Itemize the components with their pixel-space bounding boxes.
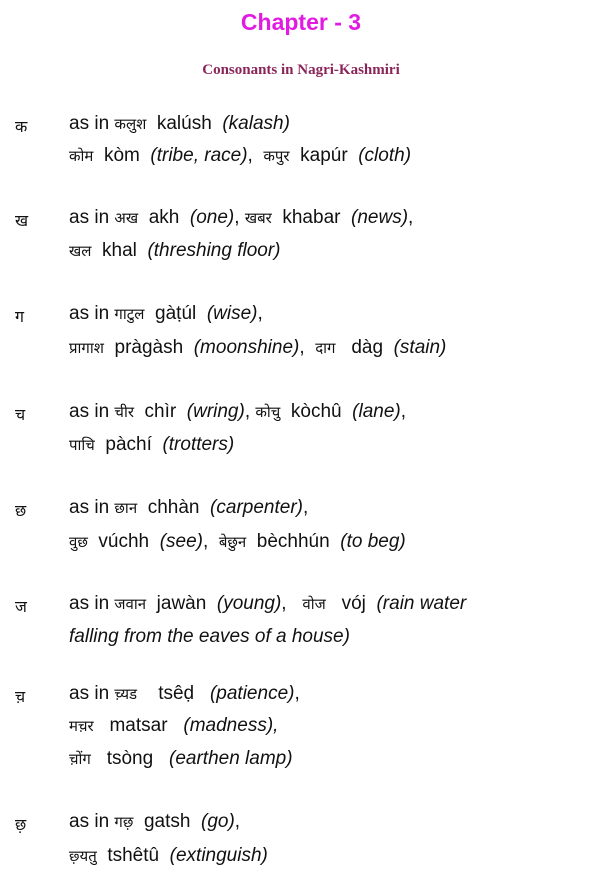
example-line <box>69 113 290 135</box>
consonant-letter: छ <box>15 501 27 520</box>
example-line <box>69 845 268 867</box>
transliteration: , <box>247 145 264 166</box>
transliteration: as in <box>69 113 115 134</box>
transliteration: as in <box>69 401 115 422</box>
kashmiri-word: जवान <box>114 595 147 613</box>
transliteration: , <box>408 207 414 228</box>
chapter-title: Chapter - 3 <box>240 9 362 35</box>
example-line <box>69 434 234 456</box>
kashmiri-word: मच़र <box>69 717 94 735</box>
kashmiri-word: कपुर <box>263 147 290 165</box>
transliteration: , <box>244 401 256 422</box>
transliteration: chhàn <box>137 497 211 518</box>
kashmiri-word: बेछुन <box>218 533 247 551</box>
transliteration: kalúsh <box>146 113 223 134</box>
kashmiri-word: गछ़ <box>114 813 134 831</box>
transliteration: as in <box>69 303 115 324</box>
english-gloss: (stain) <box>393 337 447 358</box>
kashmiri-word: प्रागाश <box>69 339 104 357</box>
chapter-subtitle: Consonants in Nagri-Kashmiri <box>202 62 400 78</box>
kashmiri-word: कलुश <box>114 115 147 133</box>
transliteration: matsar <box>93 715 184 736</box>
transliteration: , <box>281 593 303 614</box>
example-line <box>69 303 263 325</box>
english-gloss: (trotters) <box>162 434 235 455</box>
english-gloss: (threshing floor) <box>147 240 281 261</box>
english-gloss: (go) <box>201 811 235 832</box>
consonant-letter: ख <box>15 211 29 230</box>
transliteration: kòchû <box>280 401 353 422</box>
transliteration: as in <box>69 683 115 704</box>
english-gloss: (moonshine) <box>193 337 300 358</box>
transliteration: as in <box>69 811 115 832</box>
english-gloss: falling from the eaves of a house) <box>69 626 350 647</box>
transliteration: kapúr <box>289 145 359 166</box>
english-gloss: (one) <box>189 207 235 228</box>
example-line <box>69 748 293 770</box>
transliteration: tshêtû <box>96 845 170 866</box>
example-line <box>69 401 406 423</box>
example-line <box>69 811 240 833</box>
transliteration: chìr <box>133 401 187 422</box>
english-gloss: (rain water <box>376 593 467 614</box>
transliteration: khabar <box>271 207 352 228</box>
transliteration: as in <box>69 207 115 228</box>
english-gloss: (wise) <box>206 303 258 324</box>
example-line <box>69 145 411 167</box>
transliteration: , <box>294 683 300 704</box>
transliteration: , <box>257 303 263 324</box>
kashmiri-word: अख <box>114 209 139 227</box>
transliteration: , <box>202 531 219 552</box>
english-gloss: (cloth) <box>358 145 412 166</box>
transliteration: jawàn <box>146 593 217 614</box>
kashmiri-word: च़ोंग <box>69 750 91 768</box>
consonant-letter: च <box>15 405 26 424</box>
english-gloss: (see) <box>159 531 203 552</box>
kashmiri-word: खबर <box>244 209 272 227</box>
transliteration: , <box>302 497 309 518</box>
english-gloss: (news) <box>351 207 409 228</box>
kashmiri-word: वोज <box>302 595 326 613</box>
english-gloss: (extinguish) <box>169 845 268 866</box>
consonant-letter: ग <box>15 307 25 326</box>
transliteration: , <box>400 401 407 422</box>
transliteration: bèchhún <box>246 531 341 552</box>
transliteration: vúchh <box>87 531 160 552</box>
transliteration: , <box>299 337 316 358</box>
transliteration: kòm <box>93 145 151 166</box>
transliteration: pràgàsh <box>103 337 194 358</box>
transliteration: dàg <box>335 337 394 358</box>
kashmiri-word: छ़्यतु <box>69 847 97 865</box>
english-gloss: (lane) <box>352 401 401 422</box>
transliteration: pàchí <box>94 434 163 455</box>
transliteration: vój <box>325 593 377 614</box>
kashmiri-word: कोचु <box>255 403 281 421</box>
consonant-letter: छ़ <box>15 815 27 834</box>
transliteration: as in <box>69 593 115 614</box>
english-gloss: (tribe, race) <box>150 145 248 166</box>
english-gloss: (carpenter) <box>210 497 303 518</box>
example-line <box>69 593 466 615</box>
transliteration: , <box>234 207 245 228</box>
transliteration: tsêḍ <box>137 683 210 704</box>
kashmiri-word: छान <box>114 499 138 517</box>
transliteration: gatsh <box>133 811 201 832</box>
english-gloss: (young) <box>216 593 282 614</box>
transliteration: khal <box>91 240 148 261</box>
transliteration: gàṭúl <box>144 303 207 324</box>
example-line <box>69 626 350 648</box>
consonant-letter: ज <box>15 597 27 616</box>
transliteration: akh <box>138 207 190 228</box>
transliteration: , <box>234 811 241 832</box>
example-line <box>69 531 406 553</box>
kashmiri-word: कोम <box>69 147 94 165</box>
example-line <box>69 497 308 519</box>
example-line <box>69 207 413 229</box>
english-gloss: (to beg) <box>340 531 406 552</box>
example-line <box>69 683 300 705</box>
english-gloss: (earthen lamp) <box>169 748 293 769</box>
english-gloss: (patience) <box>209 683 295 704</box>
kashmiri-word: गाटुल <box>114 305 145 323</box>
english-gloss: (wring) <box>186 401 245 422</box>
kashmiri-word: खल <box>69 242 92 260</box>
example-line <box>69 240 281 262</box>
english-gloss: (madness), <box>183 715 279 736</box>
kashmiri-word: च़्यड <box>114 685 138 703</box>
kashmiri-word: चीर <box>114 403 134 421</box>
consonant-letter: च़ <box>15 687 26 706</box>
english-gloss: (kalash) <box>222 113 290 134</box>
transliteration: as in <box>69 497 115 518</box>
kashmiri-word: वुछ <box>69 533 88 551</box>
example-line <box>69 337 446 359</box>
kashmiri-word: पाचि <box>69 436 95 454</box>
example-line <box>69 715 278 737</box>
transliteration: tsòng <box>90 748 170 769</box>
kashmiri-word: दाग <box>315 339 336 357</box>
consonant-letter: क <box>15 117 28 136</box>
